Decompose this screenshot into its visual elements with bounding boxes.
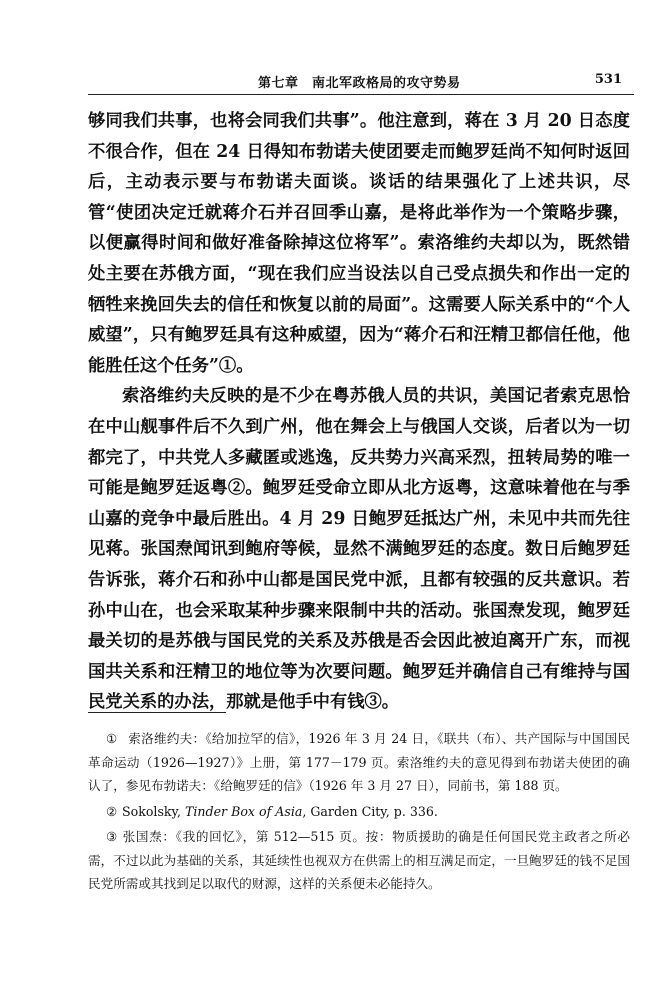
- page-number: 531: [594, 72, 622, 87]
- footnote-2-rest: , Garden City, p. 336.: [302, 803, 438, 819]
- paragraph-1: 够同我们共事，也将会同我们共事”。他注意到，蒋在 3 月 20 日态度不很合作，但在 24 日得知布勃诺夫使团要走而鲍罗廷尚不知何时返回后，主动表示要与布勃诺夫面谈。谈话的结果强化了上述共识，尽管“使团决定迁就蒋介石并召回季山嘉，是将此举作为一个策略步骤，以便赢得时间和做好准备除掉这位将军”。索洛维约夫却以为，既然错处主要在苏俄方面，“现在我们应当设法以自己受点损失和作出一定的牺牲来挽回失去的信任和恢复以前的局面”。这需要人际关系中的“个人威望”，只有鲍罗廷具有这种威望，因为“蒋介石和汪精卫都信任他，他能胜任这个任务”①。: [88, 111, 630, 376]
- footnote-2: [88, 800, 630, 824]
- main-text: [88, 106, 630, 718]
- footnote-divider: [88, 712, 226, 713]
- footnote-1-marker: ①: [106, 731, 118, 746]
- footnote-2-author: Sokolsky,: [122, 803, 185, 819]
- footnotes: [88, 727, 630, 898]
- footnote-1: [88, 727, 630, 798]
- footnote-3-marker: ③: [106, 829, 118, 844]
- paragraph-2: 索洛维约夫反映的是不少在粤苏俄人员的共识，美国记者索克思恰在中山舰事件后不久到广州，他在舞会上与俄国人交谈，后者以为一切都完了，中共党人多藏匿或逃逸，反共势力兴高采烈，扭转局势的唯一可能是鲍罗廷返粤②。鲍罗廷受命立即从北方返粤，这意味着他在与季山嘉的竞争中最后胜出。4 月 29 日鲍罗廷抵达广州，未见中共而先往见蒋。张国焘闻讯到鲍府等候，显然不满鲍罗廷的态度。数日后鲍罗廷告诉张，蒋介石和孙中山都是国民党中派，且都有较强的反共意识。若孙中山在，也会采取某种步骤来限制中共的活动。张国焘发现，鲍罗廷最关切的是苏俄与国民党的关系及苏俄是否会因此被迫离开广东，而视国共关系和汪精卫的地位等为次要问题。鲍罗廷并确信自己有维持与国民党关系的办法，那就是他手中有钱③。: [88, 386, 630, 713]
- footnote-3-text: 张国焘：《我的回忆》，第 512—515 页。按：物质援助的确是任何国民党主政者之所必需，不过以此为基础的关系，其延续性也视双方在供需上的相互满足而定，一旦鲍罗廷的钱不足国民党所需或其找到足以取代的财源，这样的关系便未必能持久。: [88, 829, 630, 891]
- footnote-1-text: 索洛维约夫：《给加拉罕的信》，1926 年 3 月 24 日，《联共（布）、共产国际与中国国民革命运动（1926—1927）》上册，第 177－179 页。索洛维约夫的意见得到布勃诺夫使团的确认了，参见布勃诺夫：《给鲍罗廷的信》（1926 年 3 月 27 日），同前书，第 188 页。: [88, 731, 630, 793]
- footnote-2-marker: ②: [106, 803, 118, 819]
- running-header: [88, 72, 634, 95]
- footnote-3: [88, 825, 630, 896]
- chapter-title: 第七章 南北军政格局的攻守势易: [258, 76, 461, 91]
- footnote-2-title: Tinder Box of Asia: [185, 803, 303, 819]
